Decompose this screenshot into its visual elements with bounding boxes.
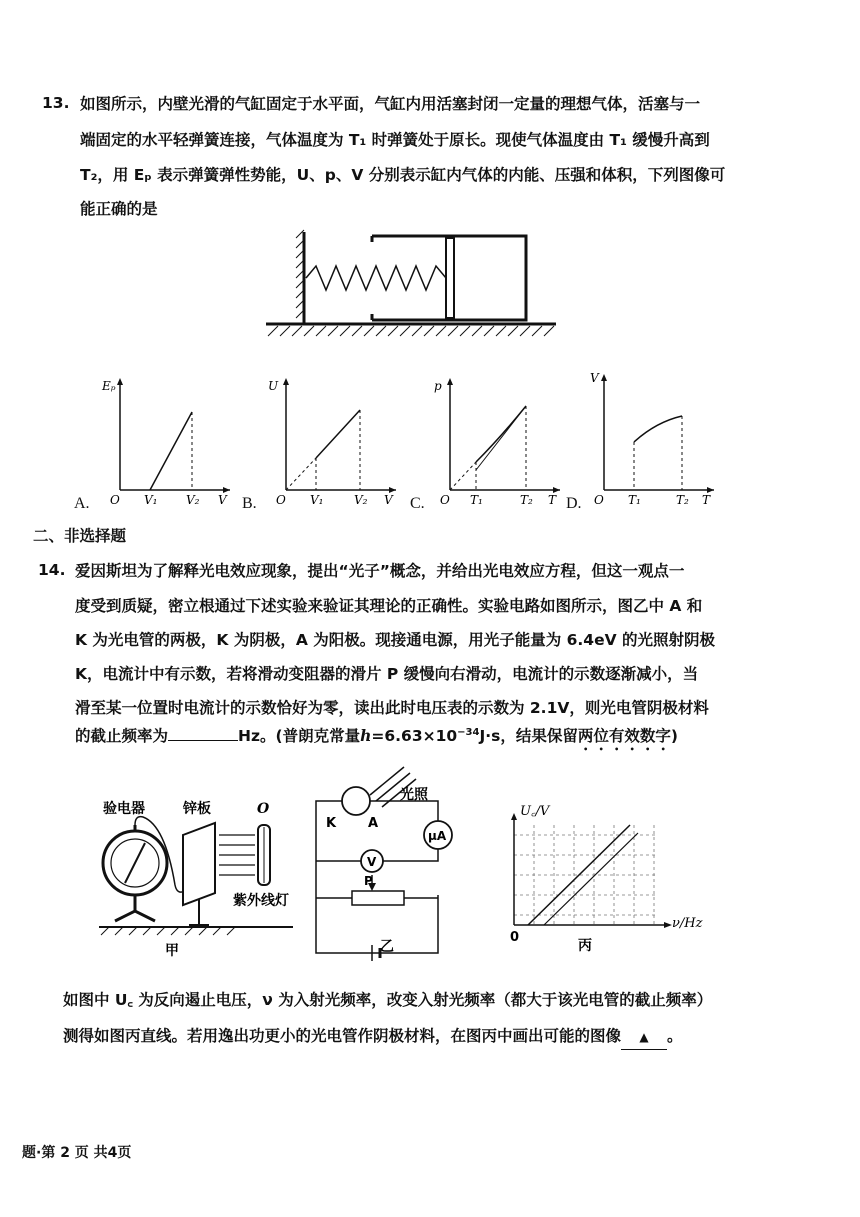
option-b[interactable]: B. <box>242 495 257 512</box>
uv-lamp-label: 紫外线灯 <box>233 893 289 909</box>
graph-c-ylabel: p <box>434 379 442 393</box>
graph-a-origin: O <box>110 493 120 507</box>
origin-zero: 0 <box>510 930 520 945</box>
option-d[interactable]: D. <box>566 495 582 512</box>
sig-fig-emphasis: 两位有效数字 <box>577 727 671 746</box>
o-label: O <box>257 801 270 817</box>
graph-d-origin: O <box>594 493 604 507</box>
graph-b-ylabel: U <box>268 379 279 393</box>
graph-c <box>430 370 570 510</box>
q14-line6-pre: 的截止频率为 <box>75 727 169 746</box>
figure-jia <box>95 795 295 960</box>
graph-a-xlabel: V <box>218 493 227 507</box>
graph-d-tick2: T₂ <box>676 493 689 507</box>
page-footer: 题·第 2 页 共4页 <box>22 1145 132 1161</box>
planck-unit: J·s，结果保留 <box>479 727 578 746</box>
q14-number: 14. <box>38 561 66 579</box>
yi-label: 乙 <box>380 939 394 955</box>
q14-line6-end: ) <box>670 727 678 746</box>
graph-d-ylabel: V <box>590 371 599 385</box>
graph-b-origin: O <box>276 493 286 507</box>
q14-after-line-2 <box>63 1024 683 1050</box>
section-heading: 二、非选择题 <box>33 527 127 545</box>
q13-line-3: T₂，用 Eₚ 表示弹簧弹性势能，U、p、V 分别表示缸内气体的内能、压强和体积，下列图像可 <box>80 166 726 184</box>
planck-exponent: −34 <box>457 727 480 738</box>
cylinder-figure <box>262 228 562 343</box>
graph-a-ylabel: Eₚ <box>102 379 116 393</box>
q13-line-4: 能正确的是 <box>80 200 158 218</box>
q14-line6-mid: Hz。(普朗克常量 <box>238 727 361 746</box>
slider-p-label: P <box>364 874 373 888</box>
q14-line-4: K，电流计中有示数，若将滑动变阻器的滑片 P 缓慢向右滑动，电流计的示数逐渐减小，当 <box>75 665 699 683</box>
q13-number: 13. <box>42 94 70 112</box>
graph-a <box>100 370 240 510</box>
graph-b-tick2: V₂ <box>354 493 368 507</box>
answer-blank[interactable] <box>168 724 238 741</box>
graph-c-tick1: T₁ <box>470 493 483 507</box>
microammeter-label: μA <box>428 829 447 843</box>
q13-line-2: 端固定的水平轻弹簧连接，气体温度为 T₁ 时弹簧处于原长。现使气体温度由 T₁ 缓慢升高到 <box>80 131 710 149</box>
q13-line-1: 如图所示，内壁光滑的气缸固定于水平面，气缸内用活塞封闭一定量的理想气体，活塞与一 <box>80 95 701 113</box>
nu-axis-label: ν/Hz <box>672 916 703 931</box>
graph-b <box>266 370 406 510</box>
bing-label: 丙 <box>578 938 592 954</box>
uc-axis-label: U꜀/V <box>520 804 550 819</box>
graph-d-tick1: T₁ <box>628 493 641 507</box>
q14-after-line-1: 如图中 U꜀ 为反向遏止电压，ν 为入射光频率，改变入射光频率（都大于该光电管的截止频率） <box>63 991 713 1009</box>
q14-line-2: 度受到质疑，密立根通过下述实验来验证其理论的正确性。实验电路如图所示，图乙中 A 和 <box>75 597 703 615</box>
graph-d <box>584 370 724 510</box>
graph-a-tick1: V₁ <box>144 493 158 507</box>
q14-line-6 <box>75 721 678 754</box>
jia-label: 甲 <box>165 943 179 959</box>
electroscope-label: 验电器 <box>103 801 145 817</box>
light-label: 光照 <box>400 787 428 803</box>
answer-placeholder[interactable]: ▲ <box>621 1025 667 1050</box>
planck-value: =6.63×10 <box>371 727 458 746</box>
graph-c-tick2: T₂ <box>520 493 533 507</box>
graph-c-origin: O <box>440 493 450 507</box>
voltmeter-label: V <box>367 855 377 869</box>
graph-a-tick2: V₂ <box>186 493 200 507</box>
a-label: A <box>368 816 379 831</box>
q14-line-5: 滑至某一位置时电流计的示数恰好为零，读出此时电压表的示数为 2.1V，则光电管阴极材料 <box>75 699 709 717</box>
planck-symbol: h <box>360 726 372 746</box>
figure-bing <box>500 795 720 960</box>
option-c[interactable]: C. <box>410 495 425 512</box>
k-label: K <box>326 816 337 831</box>
q14-line-1: 爱因斯坦为了解释光电效应现象，提出“光子”概念，并给出光电效应方程，但这一观点一 <box>75 562 685 580</box>
zinc-label: 锌板 <box>183 801 211 817</box>
q14-after-line-2-end: 。 <box>667 1027 683 1045</box>
option-a[interactable]: A. <box>74 495 90 512</box>
graph-c-xlabel: T <box>548 493 557 507</box>
graph-b-tick1: V₁ <box>310 493 324 507</box>
graph-b-xlabel: V <box>384 493 393 507</box>
q14-after-line-2-text: 测得如图丙直线。若用逸出功更小的光电管作阴极材料，在图丙中画出可能的图像 <box>63 1027 622 1045</box>
figure-yi <box>308 765 468 965</box>
q14-line-3: K 为光电管的两极，K 为阴极，A 为阳极。现接通电源，用光子能量为 6.4eV 的光照射阴极 <box>75 631 715 649</box>
graph-d-xlabel: T <box>702 493 711 507</box>
